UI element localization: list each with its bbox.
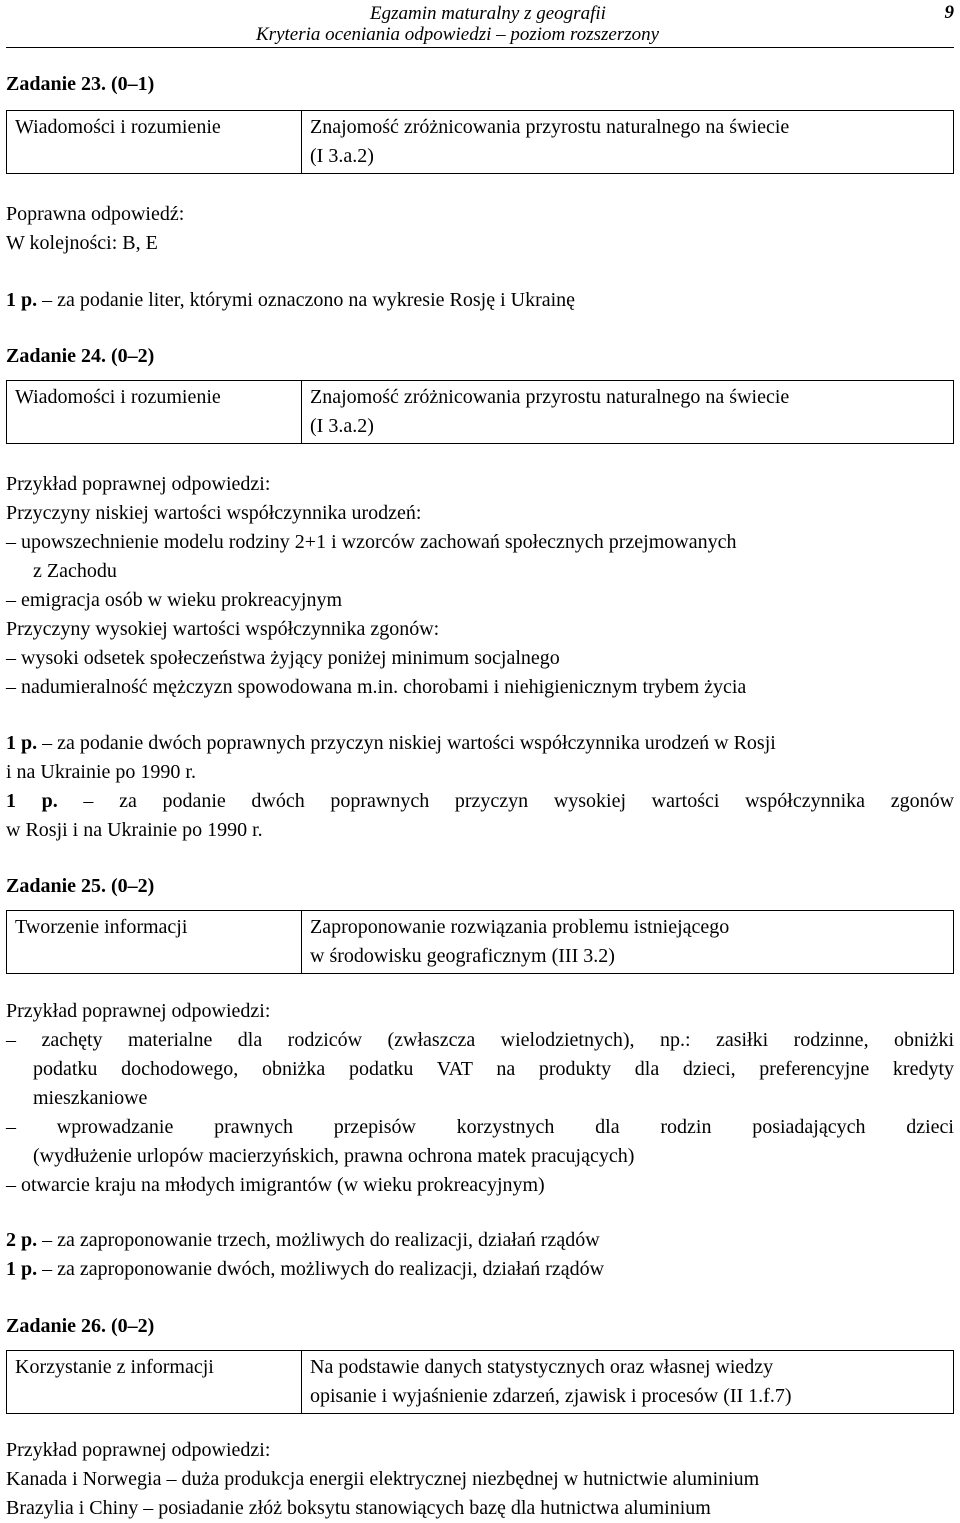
- task-24-example-label: Przykład poprawnej odpowiedzi:: [6, 473, 271, 495]
- task-23-title: Zadanie 23. (0–1): [6, 73, 155, 95]
- task-25-line-3: mieszkaniowe: [33, 1087, 148, 1109]
- task-24-requirement: [302, 381, 954, 444]
- task-24-line-2: – upowszechnienie modelu rodziny 2+1 i wzorców zachowań społecznych przejmowanych: [6, 531, 737, 553]
- task-23-answer-label: Poprawna odpowiedź:: [6, 203, 185, 225]
- task-25-req-line1: Zaproponowanie rozwiązania problemu istniejącego: [310, 916, 730, 938]
- task-25-line-4: – wprowadzanie prawnych przepisów korzystnych dla rodzin posiadających dzieci: [6, 1116, 954, 1138]
- task-25-line-1: – zachęty materialne dla rodziców (zwłaszcza wielodzietnych), np.: zasiłki rodzinne, obniżki: [6, 1029, 954, 1051]
- task-24-score2-points: 1 p.: [6, 790, 58, 812]
- task-24-area: Wiadomości i rozumienie: [7, 381, 302, 444]
- task-24-req-line1: Znajomość zróżnicowania przyrostu naturalnego na świecie: [310, 386, 790, 408]
- task-23-score-points: 1 p.: [6, 289, 38, 311]
- task-24-score1-line2: i na Ukrainie po 1990 r.: [6, 761, 196, 783]
- task-23-area: Wiadomości i rozumienie: [7, 111, 302, 174]
- task-24-line-3: z Zachodu: [33, 560, 117, 582]
- task-25-area: Tworzenie informacji: [7, 911, 302, 974]
- task-25-line-6: – otwarcie kraju na młodych imigrantów (w wieku prokreacyjnym): [6, 1174, 545, 1196]
- task-26-line-2: Brazylia i Chiny – posiadanie złóż boksytu stanowiących bazę dla hutnictwa aluminium: [6, 1497, 711, 1519]
- task-25-line-2: podatku dochodowego, obniżka podatku VAT na produkty dla dzieci, preferencyjne kredyty: [33, 1058, 954, 1080]
- task-25-score2-points: 1 p.: [6, 1258, 38, 1280]
- task-23-score: [6, 286, 954, 315]
- task-24-line-6: – wysoki odsetek społeczeństwa żyjący poniżej minimum socjalnego: [6, 647, 560, 669]
- task-25-req-line2: w środowisku geograficznym (III 3.2): [310, 945, 615, 967]
- task-24-req-line2: (I 3.a.2): [310, 415, 374, 437]
- header-divider: [6, 47, 954, 48]
- task-24-example: [6, 470, 954, 702]
- task-24-criteria-table: [6, 380, 954, 444]
- task-24-score: [6, 729, 954, 845]
- task-26-title: Zadanie 26. (0–2): [6, 1315, 155, 1337]
- task-25-requirement: [302, 911, 954, 974]
- task-23-req-line2: (I 3.a.2): [310, 145, 374, 167]
- task-25-criteria-table: [6, 910, 954, 974]
- task-24-score1-points: 1 p.: [6, 732, 38, 754]
- header-criteria-title: Kryteria oceniania odpowiedzi – poziom rozszerzony: [256, 24, 660, 45]
- task-26-area: Korzystanie z informacji: [7, 1351, 302, 1414]
- task-24-score2-line2: w Rosji i na Ukrainie po 1990 r.: [6, 819, 263, 841]
- task-25-score1-text: – za zaproponowanie trzech, możliwych do realizacji, działań rządów: [37, 1229, 600, 1251]
- task-23-answer: [6, 200, 954, 258]
- task-24-line-5: Przyczyny wysokiej wartości współczynnika zgonów:: [6, 618, 440, 640]
- task-24-score1-line1: – za podanie dwóch poprawnych przyczyn niskiej wartości współczynnika urodzeń w Rosji: [37, 732, 776, 754]
- task-24-score2-line1: – za podanie dwóch poprawnych przyczyn wysokiej wartości współczynnika zgonów: [57, 790, 955, 812]
- page-header: [0, 0, 960, 48]
- task-26-requirement: [302, 1351, 954, 1414]
- task-26-req-line2: opisanie i wyjaśnienie zdarzeń, zjawisk i procesów (II 1.f.7): [310, 1385, 792, 1407]
- task-23-req-line1: Znajomość zróżnicowania przyrostu naturalnego na świecie: [310, 116, 790, 138]
- task-25-example-label: Przykład poprawnej odpowiedzi:: [6, 1000, 271, 1022]
- task-24-title: Zadanie 24. (0–2): [6, 345, 155, 367]
- task-25-line-5: (wydłużenie urlopów macierzyńskich, prawna ochrona matek pracujących): [33, 1145, 635, 1167]
- task-24-line-7: – nadumieralność mężczyzn spowodowana m.in. chorobami i niehigienicznym trybem życia: [6, 676, 747, 698]
- task-25-score2-text: – za zaproponowanie dwóch, możliwych do realizacji, działań rządów: [37, 1258, 605, 1280]
- task-24-line-4: – emigracja osób w wieku prokreacyjnym: [6, 589, 343, 611]
- task-23-criteria-table: [6, 110, 954, 174]
- task-23-score-text: – za podanie liter, którymi oznaczono na wykresie Rosję i Ukrainę: [37, 289, 576, 311]
- task-26-req-line1: Na podstawie danych statystycznych oraz własnej wiedzy: [310, 1356, 774, 1378]
- task-24-line-1: Przyczyny niskiej wartości współczynnika urodzeń:: [6, 502, 422, 524]
- task-23-requirement: [302, 111, 954, 174]
- task-25-score: [6, 1226, 954, 1284]
- task-25-example: [6, 997, 954, 1200]
- task-25-score1-points: 2 p.: [6, 1229, 38, 1251]
- header-exam-title: Egzamin maturalny z geografii: [370, 3, 606, 24]
- task-23-answer-text: W kolejności: B, E: [6, 232, 158, 254]
- page-number: 9: [944, 2, 954, 23]
- task-25-title: Zadanie 25. (0–2): [6, 875, 155, 897]
- task-26-criteria-table: [6, 1350, 954, 1414]
- task-26-line-1: Kanada i Norwegia – duża produkcja energii elektrycznej niezbędnej w hutnictwie aluminium: [6, 1468, 760, 1490]
- task-26-example-label: Przykład poprawnej odpowiedzi:: [6, 1439, 271, 1461]
- task-26-example: [6, 1436, 954, 1523]
